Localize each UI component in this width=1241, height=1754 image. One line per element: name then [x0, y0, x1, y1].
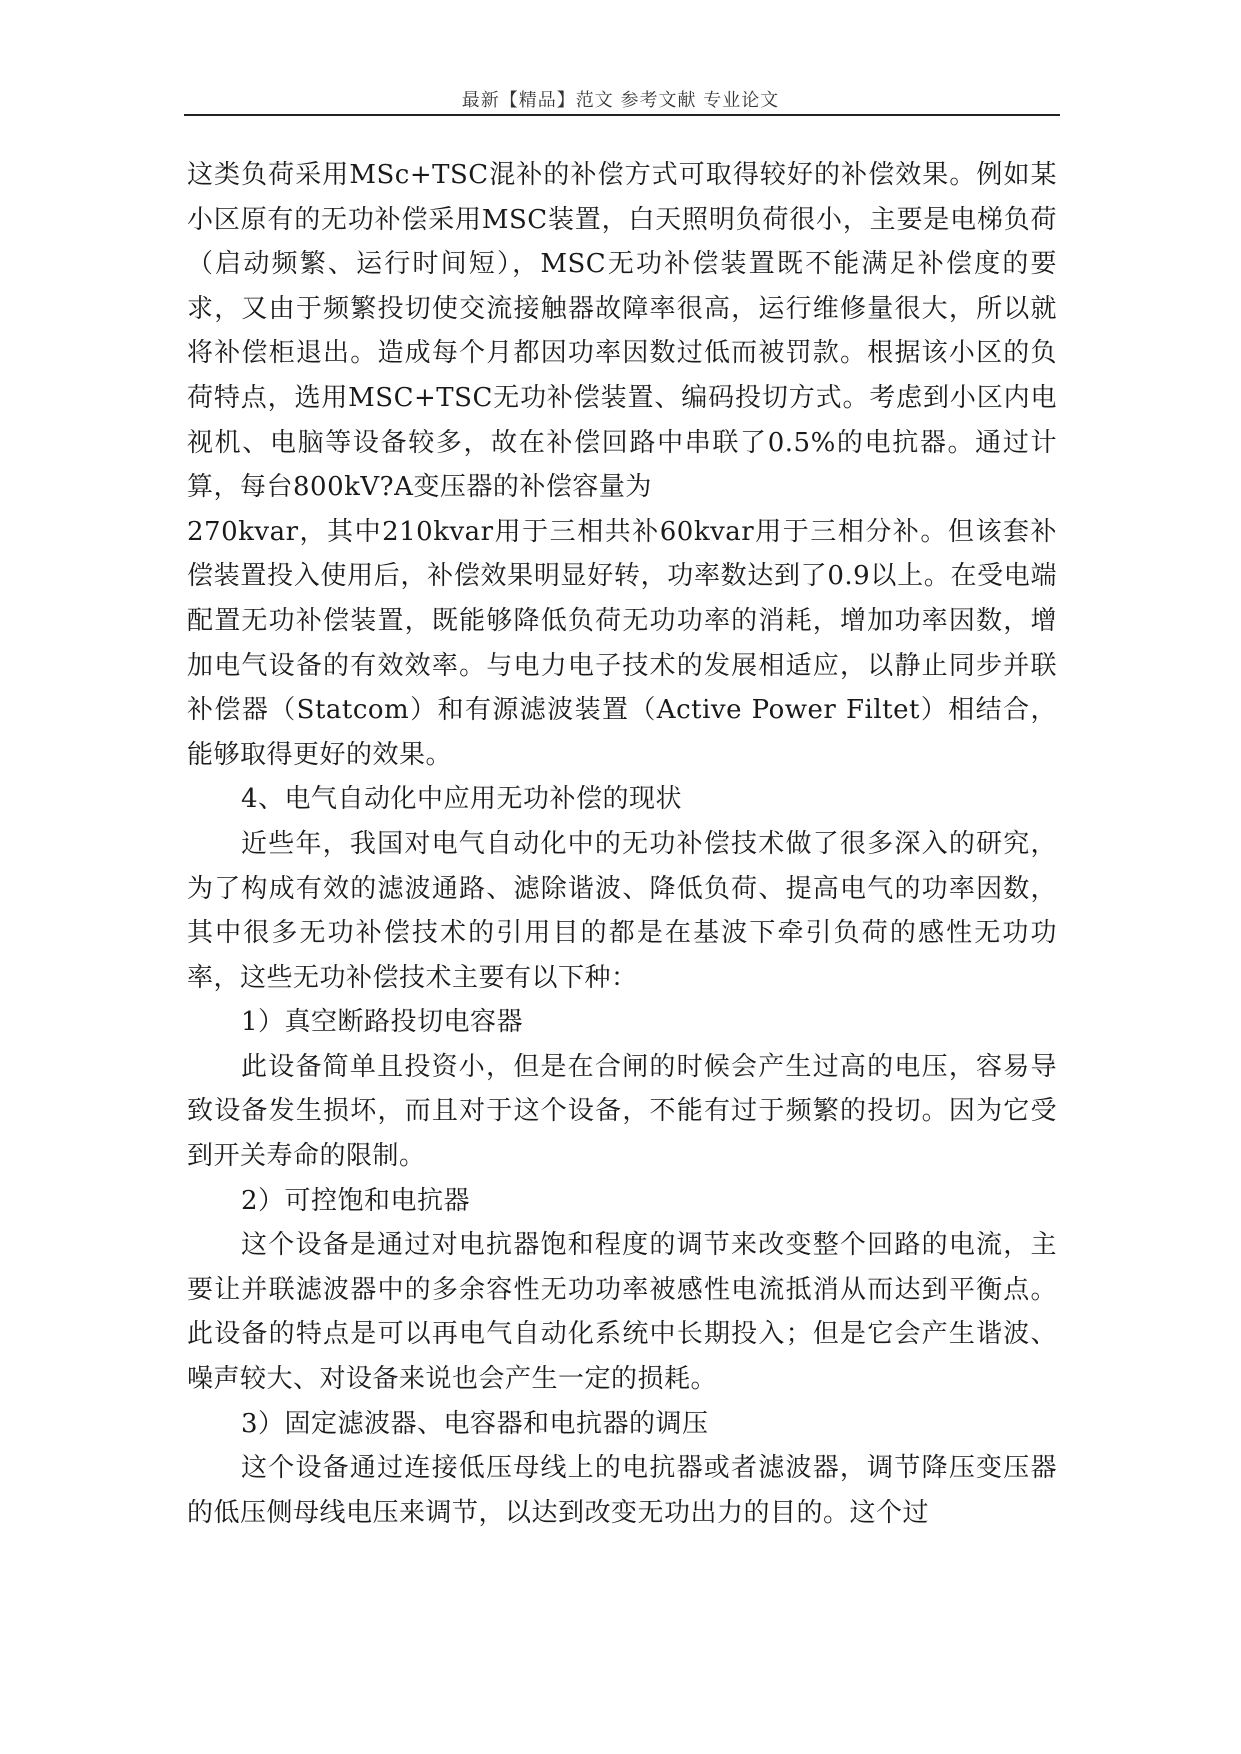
body-paragraph: 近些年，我国对电气自动化中的无功补偿技术做了很多深入的研究，为了构成有效的滤波通路、滤除谐波、降低负荷、提高电气的功率因数，其中很多无功补偿技术的引用目的都是在基波下牵引负荷的感性无功功率，这些无功补偿技术主要有以下种： — [187, 828, 1057, 993]
body-paragraph: 这个设备是通过对电抗器饱和程度的调节来改变整个回路的电流，主要让并联滤波器中的多余容性无功功率被感性电流抵消从而达到平衡点。此设备的特点是可以再电气自动化系统中长期投入；但是它会产生谐波、噪声较大、对设备来说也会产生一定的损耗。 — [187, 1230, 1057, 1395]
document-body — [187, 153, 1057, 1535]
header-divider — [184, 114, 1060, 116]
body-paragraph: 这类负荷采用MSc+TSC混补的补偿方式可取得较好的补偿效果。例如某小区原有的无功补偿采用MSC装置，白天照明负荷很小，主要是电梯负荷（启动频繁、运行时间短），MSC无功补偿装置既不能满足补偿度的要求，又由于频繁投切使交流接触器故障率很高，运行维修量很大，所以就将补偿柜退出。造成每个月都因功率因数过低而被罚款。根据该小区的负荷特点，选用MSC+TSC无功补偿装置、编码投切方式。考虑到小区内电视机、电脑等设备较多，故在补偿回路中串联了0.5%的电抗器。通过计算，每台800kV?A变压器的补偿容量为 — [187, 160, 1057, 503]
body-paragraph: 这个设备通过连接低压母线上的电抗器或者滤波器，调节降压变压器的低压侧母线电压来调节，以达到改变无功出力的目的。这个过 — [187, 1453, 1057, 1528]
list-item-heading: 2）可控饱和电抗器 — [241, 1185, 471, 1216]
list-item-heading: 1）真空断路投切电容器 — [241, 1007, 524, 1038]
body-paragraph: 此设备简单且投资小，但是在合闸的时候会产生过高的电压，容易导致设备发生损坏，而且对于这个设备，不能有过于频繁的投切。因为它受到开关寿命的限制。 — [187, 1051, 1057, 1172]
section-heading: 4、电气自动化中应用无功补偿的现状 — [241, 784, 683, 815]
page-header: 最新【精品】范文 参考文献 专业论文 — [461, 90, 780, 111]
list-item-heading: 3）固定滤波器、电容器和电抗器的调压 — [241, 1408, 709, 1439]
body-paragraph: 270kvar，其中210kvar用于三相共补60kvar用于三相分补。但该套补偿装置投入使用后，补偿效果明显好转，功率数达到了0.9以上。在受电端配置无功补偿装置，既能够降低负荷无功功率的消耗，增加功率因数，增加电气设备的有效效率。与电力电子技术的发展相适应，以静止同步并联补偿器（Statcom）和有源滤波装置（Active Power Filtet）相结合，能够取得更好的效果。 — [187, 516, 1057, 770]
